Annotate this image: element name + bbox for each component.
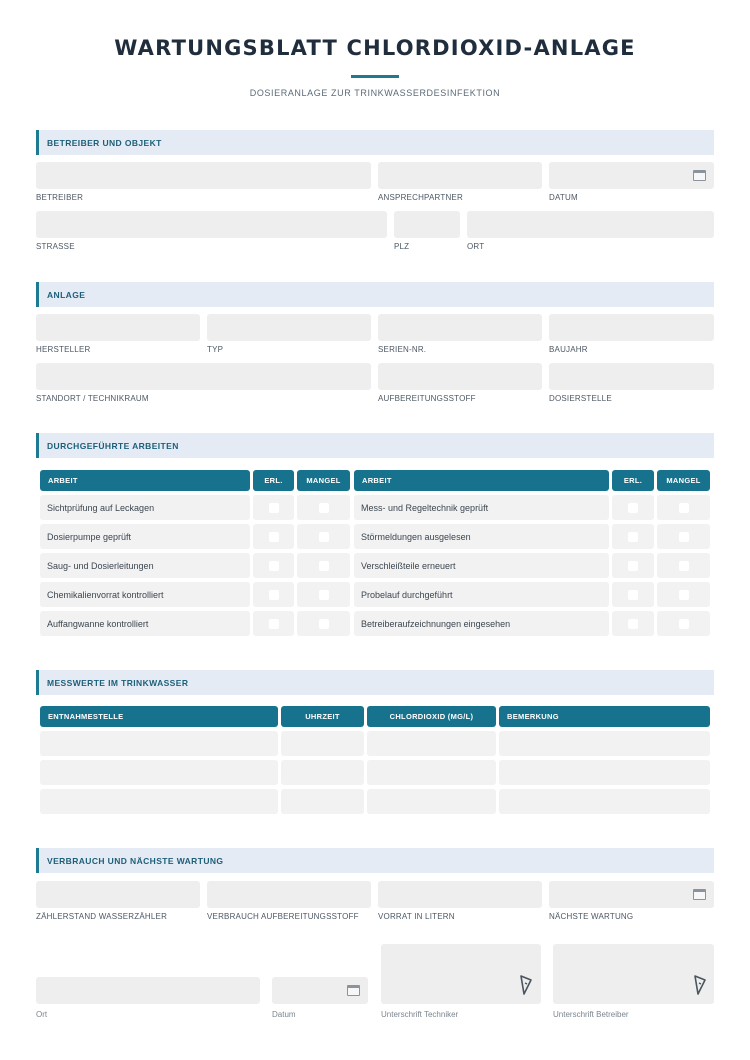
typ-label: TYP <box>207 345 224 354</box>
mangel-checkbox[interactable] <box>679 532 689 542</box>
task-row <box>354 582 609 607</box>
col-header-chlordioxid: CHLORDIOXID (MG/L) <box>367 706 496 727</box>
datum-label: DATUM <box>549 193 578 202</box>
mangel-checkbox-cell <box>657 611 710 636</box>
mangel-checkbox[interactable] <box>679 590 689 600</box>
section-title: DURCHGEFÜHRTE ARBEITEN <box>47 441 179 451</box>
hersteller-label: HERSTELLER <box>36 345 91 354</box>
task-label: Auffangwanne kontrolliert <box>47 619 149 629</box>
vorrat-field[interactable] <box>378 881 542 908</box>
verbrauch-label: VERBRAUCH AUFBEREITUNGSSTOFF <box>207 912 359 921</box>
hersteller-field[interactable] <box>36 314 200 341</box>
seriennr-field[interactable] <box>378 314 542 341</box>
section-header-anlage <box>36 282 714 307</box>
verbrauch-field[interactable] <box>207 881 371 908</box>
task-label: Störmeldungen ausgelesen <box>361 532 471 542</box>
erledigt-checkbox-cell <box>612 524 654 549</box>
datum-field[interactable] <box>549 162 714 189</box>
task-label: Dosierpumpe geprüft <box>47 532 132 542</box>
plz-label: PLZ <box>394 242 410 251</box>
col-header-bemerkung: BEMERKUNG <box>499 706 710 727</box>
calendar-icon[interactable] <box>693 170 706 181</box>
erledigt-checkbox[interactable] <box>269 619 279 629</box>
erledigt-checkbox-cell <box>253 611 294 636</box>
betreiber-field[interactable] <box>36 162 371 189</box>
mangel-checkbox[interactable] <box>679 619 689 629</box>
erledigt-checkbox-cell <box>612 495 654 520</box>
col-header-entnahmestelle: ENTNAHMESTELLE <box>40 706 278 727</box>
dosierstelle-field[interactable] <box>549 363 714 390</box>
chlordioxid-cell[interactable] <box>367 789 496 814</box>
task-label: Saug- und Dosierleitungen <box>47 561 154 571</box>
entnahmestelle-cell[interactable] <box>40 731 278 756</box>
mangel-checkbox[interactable] <box>679 503 689 513</box>
uhrzeit-cell[interactable] <box>281 760 364 785</box>
signature-betreiber-label: Unterschrift Betreiber <box>553 1010 629 1019</box>
col-header-erl: ERL. <box>612 470 654 491</box>
strasse-field[interactable] <box>36 211 387 238</box>
section-title: BETREIBER UND OBJEKT <box>47 138 162 148</box>
col-header-arbeit: ARBEIT <box>40 470 250 491</box>
signature-betreiber-field[interactable] <box>553 944 714 1004</box>
mangel-checkbox-cell <box>297 611 350 636</box>
bemerkung-cell[interactable] <box>499 760 710 785</box>
ansprechpartner-label: ANSPRECHPARTNER <box>378 193 463 202</box>
mangel-checkbox[interactable] <box>319 590 329 600</box>
section-title: VERBRAUCH UND NÄCHSTE WARTUNG <box>47 856 224 866</box>
datum-signature-field[interactable] <box>272 977 368 1004</box>
erledigt-checkbox-cell <box>253 553 294 578</box>
section-header-arbeiten <box>36 433 714 458</box>
erledigt-checkbox[interactable] <box>628 532 638 542</box>
col-header-mangel: MANGEL <box>297 470 350 491</box>
baujahr-label: BAUJAHR <box>549 345 588 354</box>
erledigt-checkbox[interactable] <box>628 590 638 600</box>
mangel-checkbox-cell <box>297 582 350 607</box>
mangel-checkbox-cell <box>657 553 710 578</box>
task-label: Betreiberaufzeichnungen eingesehen <box>361 619 511 629</box>
section-title: MESSWERTE IM TRINKWASSER <box>47 678 189 688</box>
pen-icon <box>519 974 533 996</box>
seriennr-label: SERIEN-NR. <box>378 345 427 354</box>
typ-field[interactable] <box>207 314 371 341</box>
task-label: Sichtprüfung auf Leckagen <box>47 503 155 513</box>
naechste-wartung-label: NÄCHSTE WARTUNG <box>549 912 634 921</box>
bemerkung-cell[interactable] <box>499 731 710 756</box>
entnahmestelle-cell[interactable] <box>40 789 278 814</box>
standort-label: STANDORT / TECHNIKRAUM <box>36 394 149 403</box>
col-header-erl: ERL. <box>253 470 294 491</box>
erledigt-checkbox-cell <box>612 611 654 636</box>
pen-icon <box>693 974 707 996</box>
task-row <box>354 524 609 549</box>
erledigt-checkbox[interactable] <box>269 561 279 571</box>
uhrzeit-cell[interactable] <box>281 731 364 756</box>
col-header-mangel: MANGEL <box>657 470 710 491</box>
standort-field[interactable] <box>36 363 371 390</box>
bemerkung-cell[interactable] <box>499 789 710 814</box>
erledigt-checkbox-cell <box>253 582 294 607</box>
task-row <box>40 611 250 636</box>
plz-field[interactable] <box>394 211 460 238</box>
vorrat-label: VORRAT IN LITERN <box>378 912 455 921</box>
task-label: Mess- und Regeltechnik geprüft <box>361 503 489 513</box>
section-header-verbrauch <box>36 848 714 873</box>
erledigt-checkbox-cell <box>612 582 654 607</box>
ort-signature-field[interactable] <box>36 977 260 1004</box>
page-subtitle: DOSIERANLAGE ZUR TRINKWASSERDESINFEKTION <box>249 88 501 98</box>
erledigt-checkbox[interactable] <box>269 503 279 513</box>
calendar-icon[interactable] <box>693 889 706 900</box>
task-row <box>354 611 609 636</box>
zaehlerstand-field[interactable] <box>36 881 200 908</box>
task-label: Probelauf durchgeführt <box>361 590 453 600</box>
dosierstelle-label: DOSIERSTELLE <box>549 394 612 403</box>
mangel-checkbox[interactable] <box>319 561 329 571</box>
calendar-icon[interactable] <box>347 985 360 996</box>
mangel-checkbox-cell <box>657 495 710 520</box>
task-row <box>40 495 250 520</box>
task-row <box>40 553 250 578</box>
strasse-label: STRASSE <box>36 242 75 251</box>
section-title: ANLAGE <box>47 290 86 300</box>
datum-signature-label: Datum <box>272 1010 296 1019</box>
col-header-arbeit: ARBEIT <box>354 470 609 491</box>
erledigt-checkbox-cell <box>253 524 294 549</box>
mangel-checkbox-cell <box>657 582 710 607</box>
mangel-checkbox[interactable] <box>319 619 329 629</box>
chlordioxid-cell[interactable] <box>367 731 496 756</box>
section-header-messwerte <box>36 670 714 695</box>
mangel-checkbox-cell <box>297 495 350 520</box>
erledigt-checkbox[interactable] <box>628 619 638 629</box>
baujahr-field[interactable] <box>549 314 714 341</box>
task-label: Chemikalienvorrat kontrolliert <box>47 590 164 600</box>
ort-label: ORT <box>467 242 485 251</box>
chlordioxid-cell[interactable] <box>367 760 496 785</box>
task-row <box>40 582 250 607</box>
aufbereitungsstoff-field[interactable] <box>378 363 542 390</box>
erledigt-checkbox-cell <box>253 495 294 520</box>
betreiber-label: BETREIBER <box>36 193 84 202</box>
naechste-wartung-field[interactable] <box>549 881 714 908</box>
task-row <box>40 524 250 549</box>
section-header-betreiber <box>36 130 714 155</box>
erledigt-checkbox[interactable] <box>269 532 279 542</box>
ort-field[interactable] <box>467 211 714 238</box>
erledigt-checkbox[interactable] <box>628 561 638 571</box>
zaehlerstand-label: ZÄHLERSTAND WASSERZÄHLER <box>36 912 168 921</box>
mangel-checkbox-cell <box>657 524 710 549</box>
mangel-checkbox[interactable] <box>679 561 689 571</box>
title-underline <box>351 75 399 78</box>
ansprechpartner-field[interactable] <box>378 162 542 189</box>
page-title: WARTUNGSBLATT CHLORDIOXID-ANLAGE <box>114 36 636 60</box>
erledigt-checkbox[interactable] <box>628 503 638 513</box>
uhrzeit-cell[interactable] <box>281 789 364 814</box>
signature-techniker-label: Unterschrift Techniker <box>381 1010 459 1019</box>
mangel-checkbox[interactable] <box>319 503 329 513</box>
signature-techniker-field[interactable] <box>381 944 541 1004</box>
mangel-checkbox[interactable] <box>319 532 329 542</box>
col-header-uhrzeit: UHRZEIT <box>281 706 364 727</box>
mangel-checkbox-cell <box>297 524 350 549</box>
task-row <box>354 495 609 520</box>
aufbereitungsstoff-label: AUFBEREITUNGSSTOFF <box>378 394 476 403</box>
erledigt-checkbox[interactable] <box>269 590 279 600</box>
task-row <box>354 553 609 578</box>
task-label: Verschleißteile erneuert <box>361 561 456 571</box>
entnahmestelle-cell[interactable] <box>40 760 278 785</box>
erledigt-checkbox-cell <box>612 553 654 578</box>
ort-signature-label: Ort <box>36 1010 48 1019</box>
mangel-checkbox-cell <box>297 553 350 578</box>
